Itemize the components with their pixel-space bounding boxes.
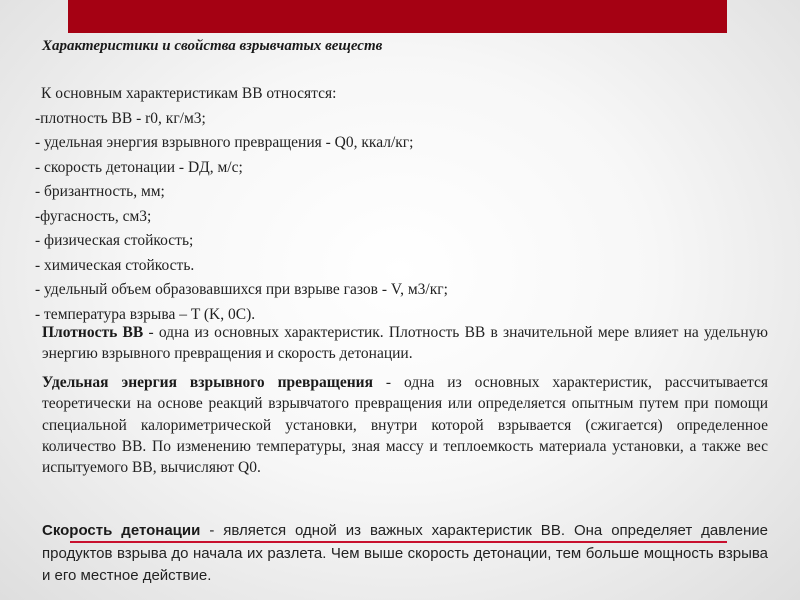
velocity-text: - является одной из важных характеристик ВВ. Она определяет давление продуктов взрыва до начала их разлета. Чем выше скорость детонации, тем больше мощность взрыва и его местное действие. (42, 522, 768, 584)
energy-text: - одна из основных характеристик, рассчитывается теоретически на основе реакций взрывчатого превращения или определяется опытным путем при помощи специальной калориметрической установки, внутри которой взрывается (сжигается) определенное количество ВВ. По изменению температуры, зная массу и теплоемкость материала установки, а также вес испытуемого ВВ, вычисляют Q0. (42, 374, 768, 477)
energy-paragraph (42, 372, 768, 478)
characteristics-list (35, 107, 755, 328)
list-item: -фугасность, см3; (35, 207, 152, 225)
list-item: -плотность ВВ - r0, кг/м3; (35, 109, 206, 127)
list-item: - бризантность, мм; (35, 183, 165, 200)
list-item: - скорость детонации - DД, м/с; (35, 158, 243, 176)
list-item: - удельная энергия взрывного превращения - Q0, ккал/кг; (35, 134, 414, 151)
characteristics-intro: К основным характеристикам ВВ относятся: (41, 85, 337, 102)
velocity-paragraph (42, 520, 768, 588)
density-text: - одна из основных характеристик. Плотность ВВ в значительной мере влияет на удельную энергию взрывного превращения и скорость детонации. (42, 324, 769, 363)
header-accent-bar (68, 0, 727, 33)
slide-title: Характеристики и свойства взрывчатых веществ (42, 38, 383, 54)
list-item: - температура взрыва – T (K, 0C). (35, 305, 256, 323)
density-term: Плотность ВВ (42, 324, 144, 341)
density-paragraph (42, 322, 768, 365)
energy-term: Удельная энергия взрывного превращения (42, 374, 373, 391)
list-item: - удельный объем образовавшихся при взрыве газов - V, м3/кг; (35, 281, 448, 298)
list-item: - физическая стойкость; (35, 232, 194, 249)
characteristics-section (35, 82, 755, 327)
list-item: - химическая стойкость. (35, 256, 195, 274)
velocity-term: Скорость детонации (42, 522, 201, 539)
